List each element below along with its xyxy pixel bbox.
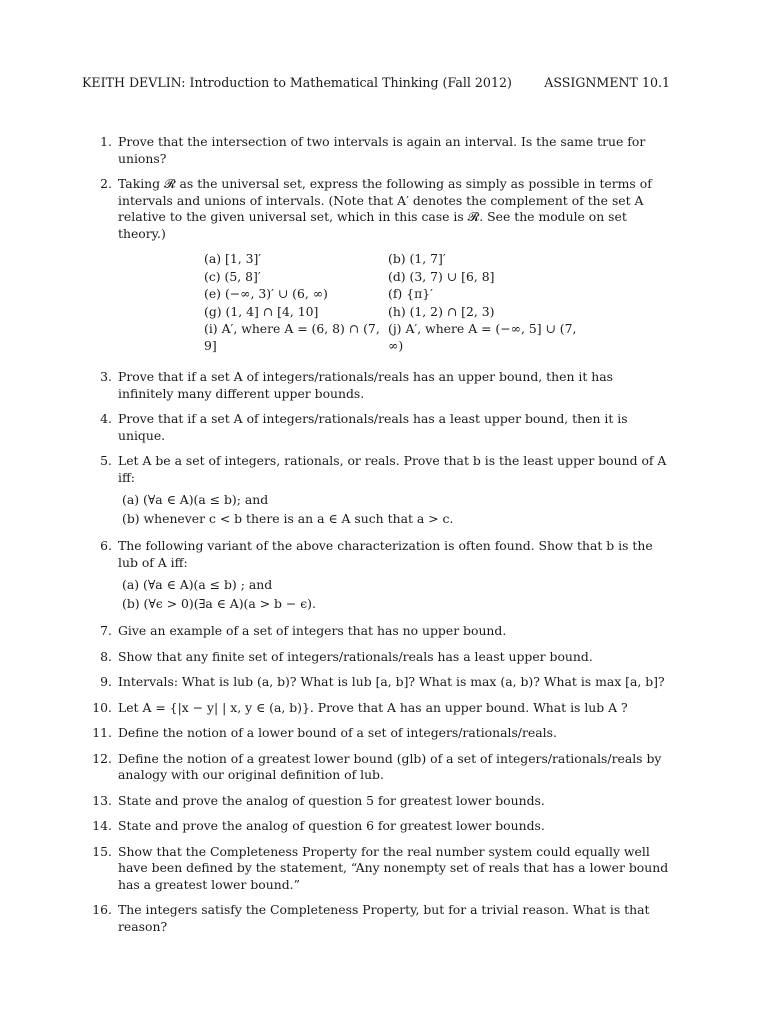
- problem-body: [118, 818, 672, 835]
- problem-text: Define the notion of a greatest lower bound (glb) of a set of integers/rationals/reals by analogy with our original definition of lub.: [118, 750, 662, 782]
- problem-text: Show that any finite set of integers/rationals/reals has a least upper bound.: [118, 648, 593, 664]
- problem-item: [82, 674, 672, 691]
- problem-body: [118, 369, 672, 402]
- problem-item: [82, 751, 672, 784]
- sub-conditions: [122, 492, 672, 527]
- problem-item: [82, 176, 672, 360]
- problem-body: [118, 649, 672, 666]
- problem-item: [82, 649, 672, 666]
- course-title: KEITH DEVLIN: Introduction to Mathematical Thinking (Fall 2012): [82, 75, 512, 90]
- problem-text: Let A be a set of integers, rationals, or reals. Prove that b is the least upper bound of A iff:: [118, 453, 667, 485]
- interval-part: (i) A′, where A = (6, 8) ∩ (7, 9]: [204, 321, 380, 353]
- problem-item: [82, 844, 672, 894]
- problem-list: [82, 134, 672, 944]
- problem-body: [118, 902, 672, 935]
- problem-item: [82, 453, 672, 529]
- problem-item: [82, 793, 672, 810]
- problem-number: 7.: [100, 623, 112, 638]
- problem-body: [118, 751, 672, 784]
- problem-text: Define the notion of a lower bound of a set of integers/rationals/reals.: [118, 725, 557, 740]
- problem-item: [82, 369, 672, 402]
- problem-body: [118, 538, 672, 614]
- problem-number: 3.: [100, 369, 112, 384]
- page-header: [82, 75, 670, 90]
- problem-number: 11.: [92, 725, 112, 740]
- problem-number: 12.: [92, 750, 112, 766]
- problem-item: [82, 725, 672, 742]
- problem-number: 4.: [100, 411, 112, 426]
- interval-part: (e) (−∞, 3)′ ∪ (6, ∞): [204, 286, 328, 301]
- problem-text: Give an example of a set of integers that has no upper bound.: [118, 623, 507, 638]
- assignment-label: ASSIGNMENT 10.1: [544, 75, 670, 90]
- problem-number: 9.: [100, 674, 112, 689]
- problem-body: [118, 134, 672, 167]
- problem-item: [82, 623, 672, 640]
- problem-text: Prove that if a set A of integers/rationals/reals has an upper bound, then it has infinitely many different upper bounds.: [118, 369, 613, 401]
- problem-body: [118, 793, 672, 810]
- problem-number: 6.: [100, 538, 112, 553]
- sub-condition: (b) (∀ϵ > 0)(∃a ∈ A)(a > b − ϵ).: [122, 595, 316, 611]
- interval-part: (g) (1, 4] ∩ [4, 10]: [204, 303, 319, 319]
- problem-body: [118, 844, 672, 894]
- problem-text: Show that the Completeness Property for the real number system could equally well have been defined by the statement, “Any nonempty set of reals that has a lower bound has a greatest lower bound.”: [118, 843, 669, 892]
- problem-number: 5.: [100, 453, 112, 468]
- interval-parts-grid: [204, 251, 672, 354]
- problem-text: Prove that if a set A of integers/rationals/reals has a least upper bound, then it is unique.: [118, 411, 628, 443]
- problem-item: [82, 134, 672, 167]
- sub-conditions: [122, 577, 672, 612]
- interval-part: (h) (1, 2) ∩ [2, 3): [388, 303, 495, 319]
- problem-text: The integers satisfy the Completeness Property, but for a trivial reason. What is that reason?: [118, 902, 650, 934]
- problem-body: [118, 623, 672, 640]
- interval-part: (b) (1, 7]′: [388, 251, 446, 266]
- interval-part: (f) {π}′: [388, 286, 433, 301]
- problem-text: Let A = {|x − y| | x, y ∈ (a, b)}. Prove that A has an upper bound. What is lub A ?: [118, 699, 628, 715]
- sub-condition: (b) whenever c < b there is an a ∈ A such that a > c.: [122, 510, 454, 526]
- problem-body: [118, 674, 672, 691]
- problem-number: 13.: [92, 792, 112, 808]
- problem-body: [118, 176, 672, 360]
- problem-text: State and prove the analog of question 6 for greatest lower bounds.: [118, 818, 545, 833]
- problem-text: Intervals: What is lub (a, b)? What is lub [a, b]? What is max (a, b)? What is max [a, b]?: [118, 674, 665, 689]
- problem-item: [82, 411, 672, 444]
- problem-number: 15.: [92, 843, 112, 859]
- problem-item: [82, 818, 672, 835]
- sub-condition: (a) (∀a ∈ A)(a ≤ b) ; and: [122, 577, 273, 592]
- sub-condition: (a) (∀a ∈ A)(a ≤ b); and: [122, 492, 269, 507]
- problem-number: 2.: [100, 176, 112, 191]
- problem-number: 10.: [92, 699, 112, 715]
- problem-text: State and prove the analog of question 5 for greatest lower bounds.: [118, 792, 545, 808]
- interval-part: (j) A′, where A = (−∞, 5] ∪ (7, ∞): [388, 321, 577, 353]
- problem-body: [118, 725, 672, 742]
- problem-body: [118, 453, 672, 529]
- interval-part: (d) (3, 7) ∪ [6, 8]: [388, 268, 495, 284]
- problem-text: The following variant of the above characterization is often found. Show that b is the lub of A iff:: [118, 538, 653, 570]
- problem-number: 1.: [100, 134, 112, 149]
- problem-item: [82, 700, 672, 717]
- problem-text: Taking 𝓡 as the universal set, express the following as simply as possible in terms of intervals and unions of intervals. (Note that A′ denotes the complement of the set A relative to the given universal set, which in this case is 𝓡. See the module on set theory.): [118, 176, 652, 241]
- interval-part: (c) (5, 8]′: [204, 268, 261, 284]
- problem-number: 8.: [100, 648, 112, 664]
- problem-body: [118, 700, 672, 717]
- problem-item: [82, 538, 672, 614]
- problem-text: Prove that the intersection of two intervals is again an interval. Is the same true for unions?: [118, 134, 646, 166]
- problem-body: [118, 411, 672, 444]
- interval-part: (a) [1, 3]′: [204, 251, 262, 266]
- problem-number: 16.: [92, 902, 112, 917]
- problem-item: [82, 902, 672, 935]
- problem-number: 14.: [92, 818, 112, 833]
